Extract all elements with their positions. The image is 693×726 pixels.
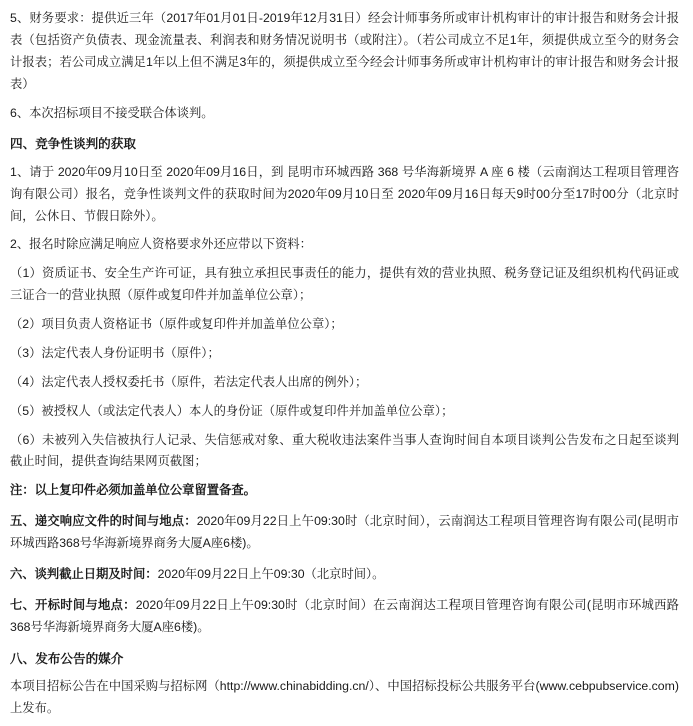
paragraph-4-1: 1、请于 2020年09月10日至 2020年09月16日，到 昆明市环城西路 368 号华海新境界 A 座 6 楼（云南润达工程项目管理咨询有限公司）报名，竞争性谈判文件的获取时间为2020年09月10日至 2020年09月16日每天9时00分至17时00分（北京时间，公休日、节假日除外）。 [10,164,679,223]
paragraph-4-2: 2、报名时除应满足响应人资格要求外还应带以下资料： [10,237,312,252]
list-item-1: （1）资质证书、安全生产许可证，具有独立承担民事责任的能力，提供有效的营业执照、税务登记证及组织机构代码证或三证合一的营业执照（原件或复印件并加盖单位公章）； [10,266,679,303]
paragraph-item6: 6、本次招标项目不接受联合体谈判。 [10,105,214,120]
list-item-6: （6）未被列入失信被执行人记录、失信惩戒对象、重大税收违法案件当事人查询时间自本项目谈判公告发布之日起至谈判截止时间，提供查询结果网页截图； [10,432,679,469]
paragraph-item5: 5、财务要求：提供近三年（2017年01月01日-2019年12月31日）经会计师事务所或审计机构审计的审计报告和财务会计报表（包括资产负债表、现金流量表、利润表和财务情况说明书（或附注）。（若公司成立不足1年，须提供成立至今的财务会计报表；若公司成立满足1年以上但不满足3年的，须提供成立至今经会计师事务所或审计机构审计的审计报告和财务会计报表） [10,11,679,91]
paragraph-8-body: 本项目招标公告在中国采购与招标网（http://www.chinabidding.cn/）、中国招标投标公共服务平台(www.cebpubservice.com)上发布。 [10,678,679,715]
section-heading-seven: 七、开标时间与地点：2020年09月22日上午09:30时（北京时间）在云南润达工程项目管理咨询有限公司(昆明市环城西路368号华海新境界商务大厦A座6楼)。 [10,597,679,634]
section-heading-five: 五、递交响应文件的时间与地点：2020年09月22日上午09:30时（北京时间），云南润达工程项目管理咨询有限公司(昆明市环城西路368号华海新境界商务大厦A座6楼)。 [10,514,679,551]
note-text: 注：以上复印件必须加盖单位公章留置备查。 [10,483,256,498]
list-item-4: （4）法定代表人授权委托书（原件，若法定代表人出席的例外）； [10,374,368,389]
section-heading-four: 四、竞争性谈判的获取 [10,137,136,152]
list-item-3: （3）法定代表人身份证明书（原件）； [10,345,220,360]
section-heading-eight: 八、发布公告的媒介 [10,651,124,666]
section-heading-six: 六、谈判截止日期及时间：2020年09月22日上午09:30（北京时间）。 [10,566,385,581]
list-item-5: （5）被授权人（或法定代表人）本人的身份证（原件或复印件并加盖单位公章）； [10,403,454,418]
list-item-2: （2）项目负责人资格证书（原件或复印件并加盖单位公章）； [10,317,343,332]
